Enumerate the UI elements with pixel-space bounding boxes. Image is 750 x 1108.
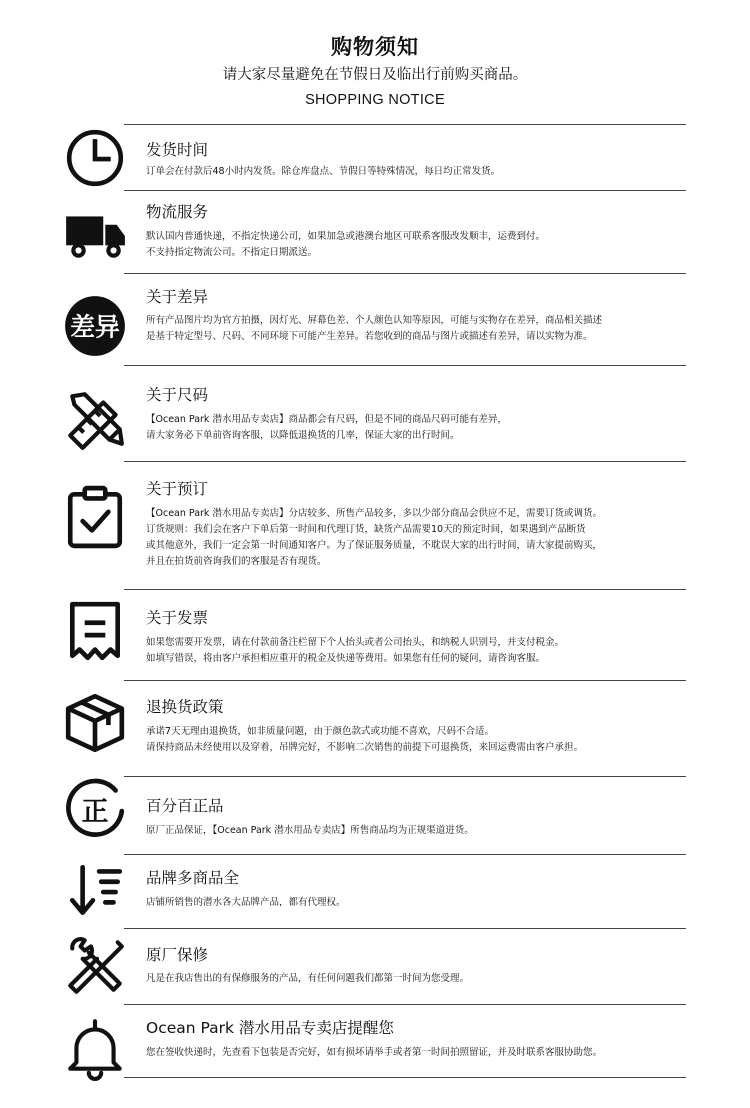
section-title: 物流服务 bbox=[146, 203, 209, 221]
section-title: 百分百正品 bbox=[146, 797, 224, 815]
divider bbox=[124, 680, 686, 681]
divider bbox=[124, 190, 686, 191]
section-line: 请大家务必下单前咨询客服，以降低退换货的几率，保证大家的出行时间。 bbox=[146, 430, 460, 441]
section-line: 默认国内普通快递，不指定快递公司，如果加急或港澳台地区可联系客服改发顺丰，运费到付。 bbox=[146, 231, 546, 242]
truck-icon bbox=[62, 202, 128, 268]
section-line: 是基于特定型号、尺码、不同环境下可能产生差异。若您收到的商品与图片或描述有差异，请以实物为准。 bbox=[146, 331, 593, 342]
section-line: 承诺7天无理由退换货，如非质量问题，由于颜色款式或功能不喜欢，尺码不合适。 bbox=[146, 726, 495, 737]
page-english-title: SHOPPING NOTICE bbox=[305, 92, 445, 108]
section-line: 店铺所销售的潜水各大品牌产品，都有代理权。 bbox=[146, 897, 346, 908]
box-icon bbox=[62, 690, 128, 756]
section-title: 原厂保修 bbox=[146, 946, 209, 964]
section-line: 不支持指定物流公司。不指定日期派送。 bbox=[146, 247, 318, 258]
section-line: 如填写错误，将由客户承担相应重开的税金及快递等费用。如果您有任何的疑问，请咨询客服。 bbox=[146, 653, 546, 664]
section-line: 或其他意外，我们一定会第一时间通知客户。为了保证服务质量，不耽误大家的出行时间，请大家提前购买， bbox=[146, 540, 603, 551]
divider bbox=[124, 124, 686, 125]
section-body bbox=[146, 229, 691, 261]
section-body bbox=[146, 164, 691, 180]
section-title: 关于预订 bbox=[146, 480, 209, 498]
divider bbox=[124, 854, 686, 855]
section-title: 退换货政策 bbox=[146, 698, 224, 716]
section-body bbox=[146, 635, 691, 667]
clock-icon bbox=[62, 125, 128, 191]
divider bbox=[124, 1004, 686, 1005]
section-title: 品牌多商品全 bbox=[146, 869, 240, 887]
section-line: 【Ocean Park 潜水用品专卖店】分店较多、所售产品较多，多以少部分商品会供应不足，需要订货或调货。 bbox=[146, 508, 602, 519]
section-body bbox=[146, 313, 691, 345]
section-body bbox=[146, 1045, 691, 1061]
section-line: 请保持商品未经使用以及穿着，吊牌完好，不影响二次销售的前提下可退换货，来回运费需由客户承担。 bbox=[146, 742, 584, 753]
section-body bbox=[146, 412, 691, 444]
page-title: 购物须知 bbox=[331, 35, 419, 59]
section-body bbox=[146, 506, 691, 570]
section-line: 订货规则：我们会在客户下单后第一时间和代理订货，缺货产品需要10天的预定时间，如果遇到产品断货 bbox=[146, 524, 586, 535]
clipboard-check-icon bbox=[62, 484, 128, 550]
section-line: 并且在拍货前咨询我们的客服是否有现货。 bbox=[146, 556, 327, 567]
section-body bbox=[146, 971, 691, 987]
section-line: 订单会在付款后48小时内发货。除仓库盘点、节假日等特殊情况，每日均正常发货。 bbox=[146, 166, 501, 177]
genuine-seal-icon bbox=[62, 776, 128, 842]
receipt-icon bbox=[62, 598, 128, 664]
ruler-pencil-icon bbox=[62, 386, 128, 452]
divider bbox=[124, 365, 686, 366]
section-title: 关于发票 bbox=[146, 609, 209, 627]
section-title: 关于尺码 bbox=[146, 386, 209, 404]
difference-badge-icon bbox=[62, 293, 128, 359]
sort-list-icon bbox=[62, 857, 128, 923]
section-line: 原厂正品保证，【Ocean Park 潜水用品专卖店】所售商品均为正规渠道进货。 bbox=[146, 825, 474, 836]
section-line: 如果您需要开发票，请在付款前备注栏留下个人抬头或者公司抬头，和纳税人识别号，并支付税金。 bbox=[146, 637, 565, 648]
page-header bbox=[0, 32, 750, 111]
section-title: 发货时间 bbox=[146, 141, 209, 159]
badge-text: 差异 bbox=[70, 312, 120, 342]
divider bbox=[124, 1077, 686, 1078]
divider bbox=[124, 928, 686, 929]
section-line: 您在签收快递时，先查看下包装是否完好，如有损坏请举手或者第一时间拍照留证，并及时联系客服协助您。 bbox=[146, 1047, 603, 1058]
section-body bbox=[146, 823, 691, 839]
page-subtitle: 请大家尽量避免在节假日及临出行前购买商品。 bbox=[222, 67, 528, 83]
section-body bbox=[146, 724, 691, 756]
section-line: 凡是在我店售出的有保修服务的产品，有任何问题我们都第一时间为您受理。 bbox=[146, 973, 470, 984]
section-line: 【Ocean Park 潜水用品专卖店】商品都会有尺码，但是不同的商品尺码可能有差异， bbox=[146, 414, 507, 425]
section-title: 关于差异 bbox=[146, 288, 209, 306]
bell-icon bbox=[62, 1015, 128, 1081]
section-title: Ocean Park 潜水用品专卖店提醒您 bbox=[146, 1019, 394, 1037]
seal-text: 正 bbox=[81, 796, 109, 828]
section-line: 所有产品图片均为官方拍摄，因灯光、屏幕色差、个人颜色认知等原因，可能与实物存在差异，商品相关描述 bbox=[146, 315, 603, 326]
divider bbox=[124, 461, 686, 462]
section-body bbox=[146, 895, 691, 911]
divider bbox=[124, 589, 686, 590]
divider bbox=[124, 273, 686, 274]
tools-icon bbox=[62, 932, 128, 998]
divider bbox=[124, 776, 686, 777]
